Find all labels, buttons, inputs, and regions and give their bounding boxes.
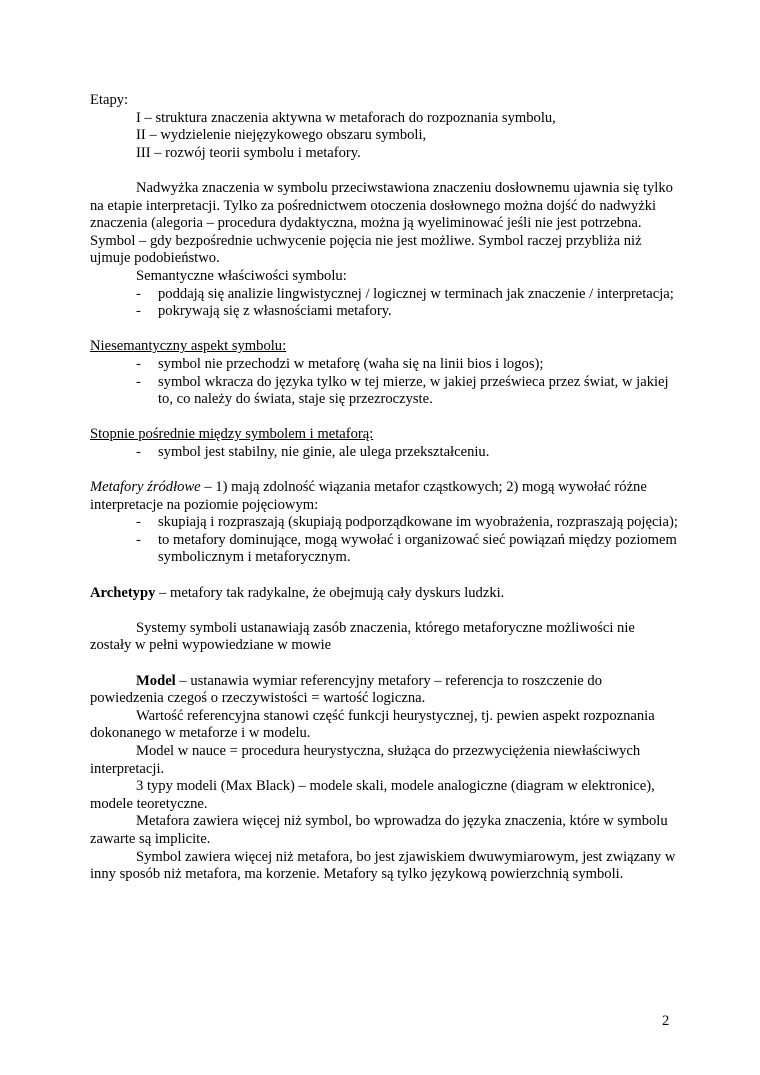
list-item: - pokrywają się z własnościami metafory. <box>136 303 392 320</box>
zrodlowe-term: Metafory źródłowe <box>90 479 201 496</box>
list-item: - skupiają i rozpraszają (skupiają podporządkowane im wyobrażenia, rozpraszają pojęcia); <box>136 514 678 531</box>
dash-marker: - <box>136 285 141 302</box>
archetypy-term: Archetypy <box>90 584 156 601</box>
dash-marker: - <box>136 303 141 320</box>
model-paragraph-5: Symbol zawiera więcej niż metafora, bo jest zjawiskiem dwuwymiarowym, jest związany w inny sposób niż metafora, ma korzenie. Metafory są tylko językową powierzchnią symboli. <box>90 848 676 883</box>
archetypy-paragraph: Archetypy – metafory tak radykalne, że obejmują cały dyskurs ludzki. <box>90 584 505 601</box>
spacer <box>90 461 678 479</box>
nadwyzka-paragraph: Nadwyżka znaczenia w symbolu przeciwstawiona znaczeniu dosłownemu ujawnia się tylko na etapie interpretacji. Tylko za pośrednictwem otoczenia dosłownego można dojść do nadwyżki znaczenia (alegoria – procedura dydaktyczna, można ją wyeliminować jeśli nie jest potrzebna. Symbol – gdy bezpośrednie uchwycenie pojęcia nie jest możliwe. Symbol raczej przybliża niż ujmuje podobieństwo. <box>90 179 673 267</box>
dash-marker: - <box>136 443 141 460</box>
dash-marker: - <box>136 373 141 390</box>
spacer <box>90 567 678 585</box>
stopnie-heading: Stopnie pośrednie między symbolem i metaforą: <box>90 426 374 443</box>
list-item: - symbol wkracza do języka tylko w tej mierze, w jakiej prześwieca przez świat, w jakiej to, co należy do świata, staje się przezroczyste. <box>136 373 669 408</box>
spacer <box>90 655 678 673</box>
dash-marker: - <box>136 355 141 372</box>
list-item: - symbol nie przechodzi w metaforę (waha się na linii bios i logos); <box>136 355 544 372</box>
etapy-heading: Etapy: <box>90 92 129 108</box>
semantic-heading: Semantyczne właściwości symbolu: <box>136 267 347 284</box>
list-item: - to metafory dominujące, mogą wywołać i organizować sieć powiązań między poziomem symbolicznym i metaforycznym. <box>136 531 677 566</box>
zrodlowe-paragraph: Metafory źródłowe – 1) mają zdolność wiązania metafor cząstkowych; 2) mogą wywołać różne interpretacje na poziomie pojęciowym: <box>90 479 647 513</box>
model-paragraph-2: Model w nauce = procedura heurystyczna, służąca do przezwyciężenia niewłaściwych interpretacji. <box>90 742 641 777</box>
model-paragraph: Model – ustanawia wymiar referencyjny metafory – referencja to roszczenie do powiedzenia czegoś o rzeczywistości = wartość logiczna. <box>90 672 602 707</box>
dash-marker: - <box>136 531 141 548</box>
list-item: - poddają się analizie lingwistycznej / logicznej w terminach jak znaczenie / interpretacja; <box>136 285 674 302</box>
model-term: Model <box>136 672 176 689</box>
etap-item-2: II – wydzielenie niejęzykowego obszaru symboli, <box>136 127 427 144</box>
list-item: - symbol jest stabilny, nie ginie, ale ulega przekształceniu. <box>136 443 490 460</box>
model-paragraph-1: Wartość referencyjna stanowi część funkcji heurystycznej, tj. pewien aspekt rozpoznania dokonanego w metaforze i w modelu. <box>90 707 655 742</box>
spacer <box>90 321 678 339</box>
spacer <box>90 409 678 427</box>
dash-marker: - <box>136 514 141 531</box>
document-page <box>90 92 678 884</box>
systemy-paragraph: Systemy symboli ustanawiają zasób znaczenia, którego metaforyczne możliwości nie zostały w pełni wypowiedziane w mowie <box>90 619 635 654</box>
spacer <box>90 602 678 620</box>
nonsemantic-heading: Niesemantyczny aspekt symbolu: <box>90 338 287 355</box>
etap-item-3: III – rozwój teorii symbolu i metafory. <box>136 144 361 161</box>
etap-item-1: I – struktura znaczenia aktywna w metaforach do rozpoznania symbolu, <box>136 109 556 126</box>
model-paragraph-4: Metafora zawiera więcej niż symbol, bo wprowadza do języka znaczenia, które w symbolu zawarte są implicite. <box>90 813 668 847</box>
model-paragraph-3: 3 typy modeli (Max Black) – modele skali, modele analogiczne (diagram w elektronice), modele teoretyczne. <box>90 778 655 812</box>
spacer <box>90 162 678 180</box>
page-number: 2 <box>662 1013 670 1029</box>
